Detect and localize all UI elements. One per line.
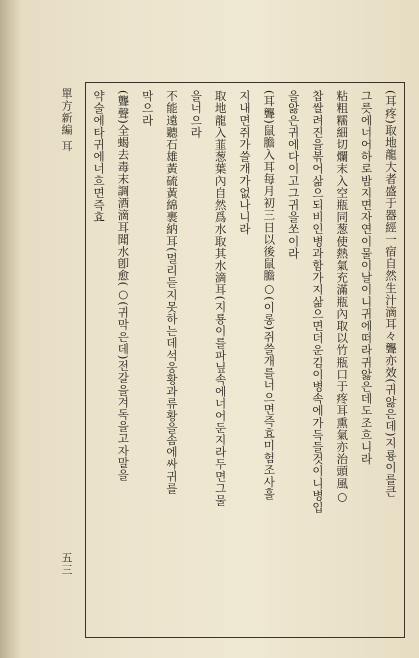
text-column: 을앓은귀에다이고그귀을쏘이라 bbox=[286, 90, 301, 260]
running-head: 單方新編 耳 bbox=[60, 88, 73, 153]
text-column: 不能遠聽石雄黃硫黃綿裹納耳(멀리듣지못하는데석웅황과류황을솜에싸귀를 bbox=[164, 90, 179, 495]
text-column: 그릇에너어하로밤지면자연이물이날이니귀에떠라귀앓은데도조흐니라 bbox=[359, 90, 374, 466]
text-column: 찹쌀려진을볶어삶으되비인병과함가지삶으면더운김이병속에가득들것이니병입 bbox=[310, 90, 325, 514]
page-number: 五三 bbox=[60, 552, 73, 576]
text-column: 약술에타귀에너흐면즉효 bbox=[92, 90, 106, 224]
text-column: 막으라 bbox=[140, 90, 155, 127]
vertical-text-body bbox=[92, 90, 398, 632]
text-column: (耳聾)鼠膽入耳每月初三日以後鼠膽○(이롱)쥐쓸개를너으면즉효미험조사흘 bbox=[262, 90, 277, 501]
text-column: 을너으라 bbox=[189, 90, 204, 139]
text-column: 지내면쥐가쓸개가없나니라 bbox=[237, 90, 252, 236]
text-column: (聾聲)全蝎去毒末調酒滴耳聞水卽愈(○(귀막은데)전갈을겨독을고자말을 bbox=[116, 90, 131, 481]
binding-gutter bbox=[0, 0, 22, 658]
text-column: 粘粗糯細切爛末入空瓶同葱使熱氣充滿瓶內取以竹瓶口于疼耳熏氣亦治頭風○ bbox=[335, 90, 350, 504]
text-column: 取地龍入韮葱葉內自然爲水取其水滴耳(지룡이를파닢속에너어둔지라두면그물 bbox=[213, 90, 228, 507]
text-column: (耳疼)取地龍大者盛于器經一宿自然生汁滴耳々聾亦效(귀앓은데)지룡이를큰 bbox=[383, 90, 398, 498]
